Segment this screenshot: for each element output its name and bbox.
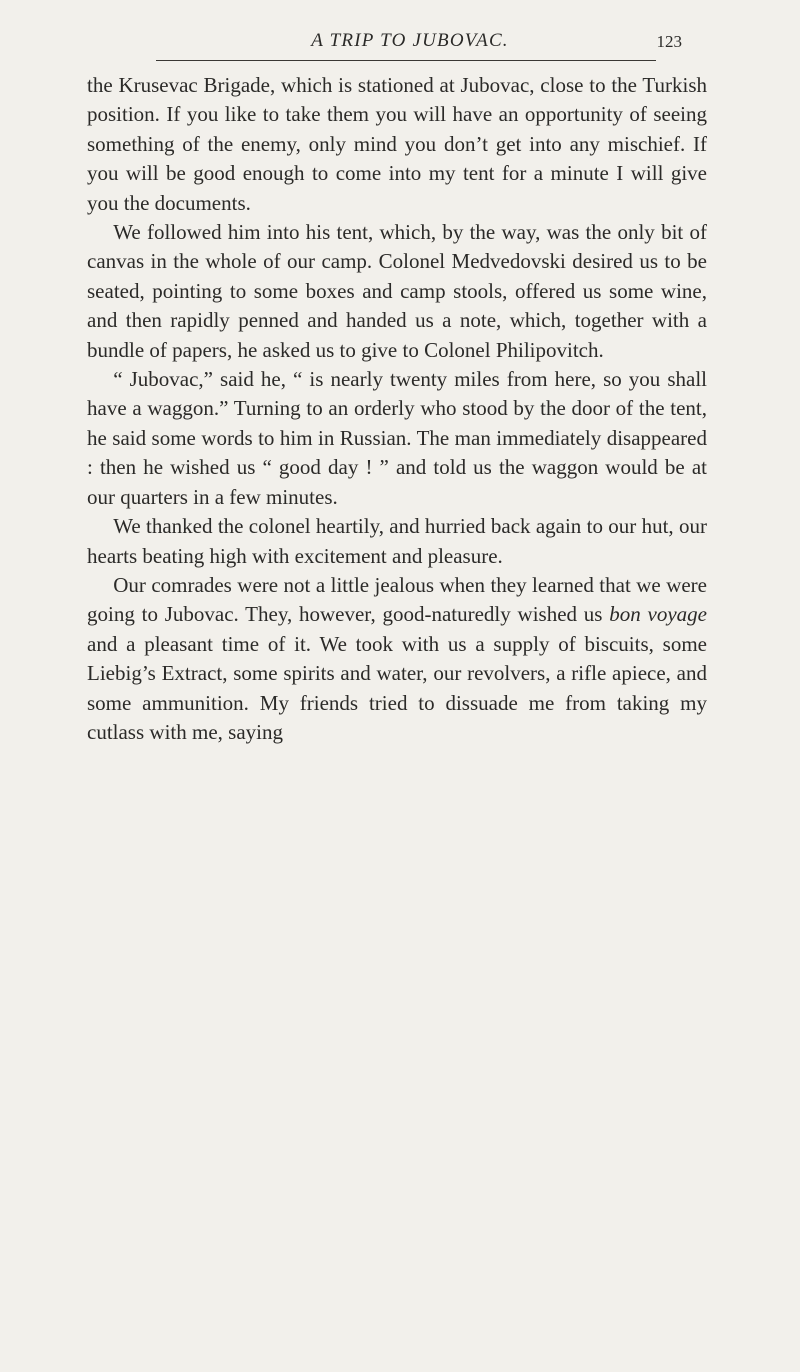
paragraph-3: “ Jubovac,” said he, “ is nearly twenty miles from here, so you shall have a waggon.” Turning to an orderly who stood by the door of the tent, he said some words to him in Russian. The man immediately disappeared : then he wished us “ good day ! ” and told us the waggon would be at our quarters in a few minutes. xyxy=(87,367,707,509)
body-text xyxy=(87,71,707,747)
page-number: 123 xyxy=(656,32,682,51)
paragraph-5-part-1: Our comrades were not a little jealous when they learned that we were going to Jubovac. They, however, good-naturedly wished us xyxy=(87,572,707,627)
paragraph-5 xyxy=(87,571,707,747)
paragraph-1: the Krusevac Brigade, which is stationed at Jubovac, close to the Turkish position. If you like to take them you will have an opportunity of seeing something of the enemy, only mind you don’t get into any mischief. If you will be good enough to come into my tent for a minute I will give you the documents. xyxy=(87,73,707,215)
paragraph-5-part-2: and a pleasant time of it. We took with us a supply of biscuits, some Liebig’s Extract, some spirits and water, our revolvers, a rifle apiece, and some ammunition. My friends tried to dissuade me from taking my cutlass with me, saying xyxy=(87,631,707,744)
running-head xyxy=(150,30,682,60)
running-title: A TRIP TO JUBOVAC. xyxy=(311,30,509,51)
italic-phrase: bon voyage xyxy=(609,602,708,627)
header-rule xyxy=(156,60,656,61)
paragraph-2: We followed him into his tent, which, by the way, was the only bit of canvas in the whole of our camp. Colonel Medvedovski desired us to be seated, pointing to some boxes and camp stools, offered us some wine, and then rapidly penned and handed us a note, which, together with a bundle of papers, he asked us to give to Colonel Philipovitch. xyxy=(87,220,707,362)
paragraph-4: We thanked the colonel heartily, and hurried back again to our hut, our hearts beating high with excitement and pleasure. xyxy=(87,514,707,568)
